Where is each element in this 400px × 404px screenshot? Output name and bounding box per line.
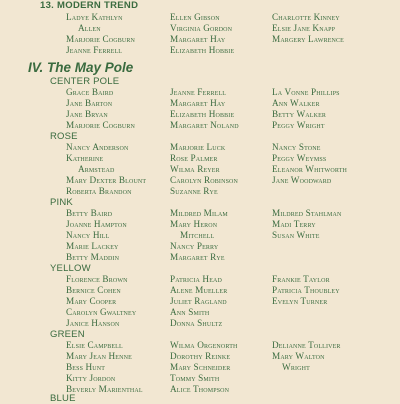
name: Madi Terry <box>272 219 316 229</box>
name: Elizabeth Hobbie <box>170 45 235 55</box>
group-heading-rose: ROSE <box>50 131 78 142</box>
name: Mary Schneider <box>170 362 231 372</box>
name: Tommy Smith <box>170 373 220 383</box>
name-row <box>0 252 400 263</box>
name: Ann Walker <box>272 98 320 108</box>
name: Nancy Stone <box>272 142 321 152</box>
name-row <box>0 153 400 164</box>
name: Janice Hanson <box>66 318 120 328</box>
name: Betty Baird <box>66 208 113 218</box>
name-row <box>0 98 400 109</box>
name: Ann Smith <box>170 307 210 317</box>
name-row <box>0 87 400 98</box>
name: Jeanne Ferrell <box>170 87 227 97</box>
name: Wright <box>282 362 310 372</box>
name: Mary Heron <box>170 219 218 229</box>
name: Virginia Gordon <box>170 23 233 33</box>
name: Dorothy Reinke <box>170 351 231 361</box>
name: Elizabeth Hobbie <box>170 109 235 119</box>
name: Marjorie Cogburn <box>66 120 135 130</box>
name: Margaret Hay <box>170 98 226 108</box>
name: Carolyn Robinson <box>170 175 239 185</box>
name: Patricia Thoubley <box>272 285 340 295</box>
name: Betty Walker <box>272 109 327 119</box>
name: Alene Mueller <box>170 285 228 295</box>
name-row <box>0 164 400 175</box>
name-row <box>0 241 400 252</box>
name: Ladye Kathlyn <box>66 12 123 22</box>
name-row <box>0 12 400 23</box>
name-row <box>0 175 400 186</box>
name: Allen <box>78 23 101 33</box>
name-row <box>0 120 400 131</box>
name: Nancy Perry <box>170 241 219 251</box>
section-iv-heading: IV. The May Pole <box>28 60 134 75</box>
name-row <box>0 45 400 56</box>
name-row <box>0 285 400 296</box>
group-heading-green: GREEN <box>50 329 85 340</box>
name: Jane Bryan <box>66 109 108 119</box>
name-row <box>0 274 400 285</box>
name: Nancy Anderson <box>66 142 129 152</box>
name: Mildred Stahlman <box>272 208 342 218</box>
group-heading-center-pole: CENTER POLE <box>50 76 120 87</box>
name-row <box>0 230 400 241</box>
name: Marjorie Luck <box>170 142 226 152</box>
name: Susan White <box>272 230 320 240</box>
name-row <box>0 373 400 384</box>
name-row <box>0 318 400 329</box>
name: Katherine <box>66 153 104 163</box>
name: Marie Lackey <box>66 241 119 251</box>
name-row <box>0 109 400 120</box>
name: Roberta Brandon <box>66 186 132 196</box>
name: Delianne Tolliver <box>272 340 341 350</box>
name: Donna Shultz <box>170 318 223 328</box>
name-row <box>0 142 400 153</box>
name: Florence Brown <box>66 274 128 284</box>
name: Peggy Wright <box>272 120 325 130</box>
name-row <box>0 362 400 373</box>
name: Mary Cooper <box>66 296 117 306</box>
name: Marjorie Cogburn <box>66 34 135 44</box>
name-row <box>0 351 400 362</box>
name: Mitchell <box>180 230 215 240</box>
name-row <box>0 340 400 351</box>
group-heading-pink: PINK <box>50 197 73 208</box>
name: Mildred Milam <box>170 208 228 218</box>
name: Suzanne Rye <box>170 186 218 196</box>
name: Nancy Hill <box>66 230 110 240</box>
name-row <box>0 296 400 307</box>
group-heading-blue: BLUE <box>50 393 76 404</box>
name: Evelyn Turner <box>272 296 328 306</box>
group-heading-yellow: YELLOW <box>50 263 91 274</box>
name: Bess Hunt <box>66 362 106 372</box>
name-row <box>0 186 400 197</box>
name: Patricia Head <box>170 274 222 284</box>
name-row <box>0 208 400 219</box>
name: Margery Lawrence <box>272 34 344 44</box>
name: Charlotte Kinney <box>272 12 340 22</box>
name: Alice Thompson <box>170 384 230 394</box>
name-row <box>0 23 400 34</box>
name: Grace Baird <box>66 87 114 97</box>
name: Margaret Noland <box>170 120 239 130</box>
name: Jane Woodward <box>272 175 332 185</box>
name: Joanne Hampton <box>66 219 127 229</box>
name: Juliet Ragland <box>170 296 227 306</box>
name: Mary Jean Henne <box>66 351 132 361</box>
name: Mary Dexter Blount <box>66 175 147 185</box>
name: La Vonne Phillips <box>272 87 340 97</box>
name: Betty Maddin <box>66 252 120 262</box>
name: Wilma Orgenorth <box>170 340 238 350</box>
name: Rose Palmer <box>170 153 218 163</box>
name: Elsie Campbell <box>66 340 123 350</box>
name: Margaret Hay <box>170 34 226 44</box>
section-13-heading: 13. MODERN TREND <box>40 0 139 11</box>
name: Ellen Gibson <box>170 12 220 22</box>
name: Bernice Cohen <box>66 285 121 295</box>
name: Kitty Jordon <box>66 373 116 383</box>
name-row <box>0 219 400 230</box>
name: Mary Walton <box>272 351 325 361</box>
name: Margaret Rye <box>170 252 225 262</box>
name: Eleanor Whitworth <box>272 164 347 174</box>
name: Armstead <box>78 164 115 174</box>
name: Peggy Weymss <box>272 153 327 163</box>
name: Carolyn Gwaltney <box>66 307 137 317</box>
name: Jeanne Ferrell <box>66 45 123 55</box>
name: Elsie Jane Knapp <box>272 23 336 33</box>
name-row <box>0 34 400 45</box>
name: Jane Barton <box>66 98 113 108</box>
name: Wilma Reyer <box>170 164 220 174</box>
name: Frankie Taylor <box>272 274 330 284</box>
name-row <box>0 307 400 318</box>
name: Beverly Marienthal <box>66 384 143 394</box>
